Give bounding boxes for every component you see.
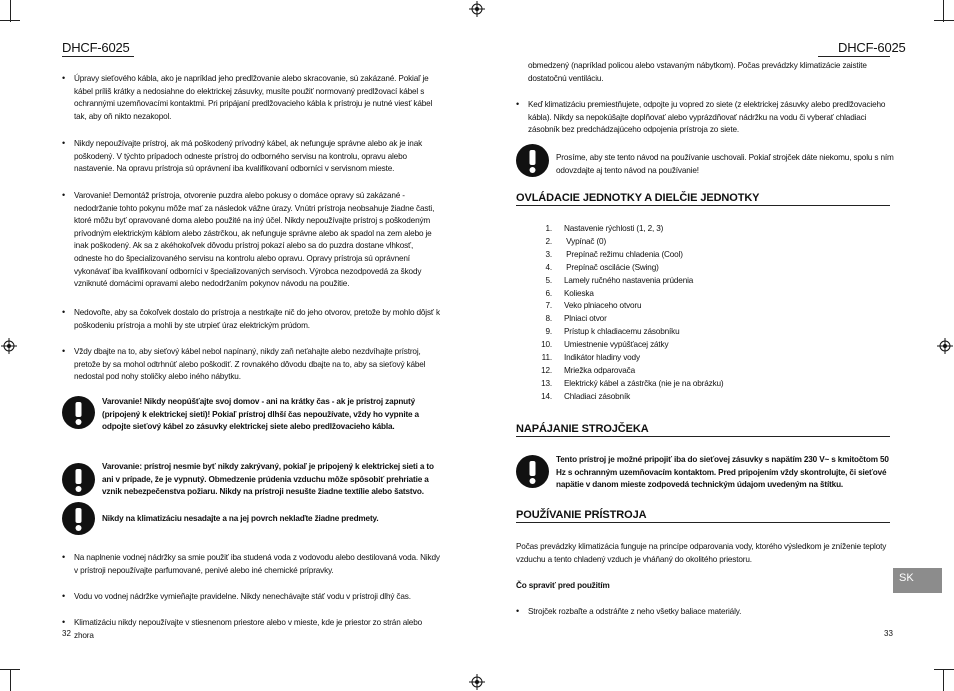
before-use-title: Čo spraviť pred použitím (516, 581, 610, 590)
bullet-text: Vodu vo vodnej nádržke vymieňajte pravidelne. Nikdy nenechávajte stáť vodu v prístroji dlhý čas. (74, 592, 411, 601)
parts-list-item (534, 326, 834, 339)
bullet-text: Strojček rozbaľte a odstráňte z neho všetky baliace materiály. (528, 607, 742, 616)
parts-list-item (534, 365, 834, 378)
parts-list-number: 13. (541, 378, 552, 388)
parts-list-item (534, 313, 834, 326)
page-number: 33 (884, 629, 893, 638)
parts-list-label: Kolieska (564, 288, 594, 298)
parts-list-number: 7. (545, 301, 552, 311)
parts-list-item (534, 249, 834, 262)
parts-list-label: Indikátor hladiny vody (564, 353, 640, 363)
registration-mark-icon (937, 338, 953, 354)
power-warning-text: Tento prístroj je možné pripojiť iba do sieťovej zásuvky s napätím 230 V~ s kmitočtom 50 Hz s ochranným uzemňovacím kontaktom. Pred pripojením vždy skontrolujte, či sieťové napätie v danom mieste zodpovedá technickým údajom uvedeným na štítku. (556, 455, 889, 490)
section-rule (516, 205, 890, 206)
warning-exclamation-icon (62, 396, 95, 429)
bullet-text: Nedovoľte, aby sa čokoľvek dostalo do prístroja a nestrkajte nič do jeho otvorov, pretože by mohlo dôjsť k poškodeniu prístroja a mohli by ste utrpieť úraz elektrickým prúdom. (74, 308, 440, 330)
crop-mark (0, 669, 20, 670)
parts-list-item (534, 288, 834, 301)
section-heading-use: POUŽÍVANIE PRÍSTROJA (516, 509, 647, 521)
use-text: Počas prevádzky klimatizácia funguje na princípe odparovania vody, ktorého výsledkom je zníženie teploty vzduchu a tento chladený vzduch je vháňaný do okolitého priestoru. (516, 542, 887, 564)
crop-mark (0, 20, 20, 21)
parts-list-number: 14. (541, 391, 552, 401)
warning-text: Varovanie! Nikdy neopúšťajte svoj domov - ani na krátky čas - ak je prístroj zapnutý (pripojený k elektrickej sieti)! Pokiaľ prístroj dlhší čas nepoužívate, vždy ho vypnite a odpojte sieťový kábel zo zásuvky elektrickej siete alebo predlžovacieho kábla. (102, 397, 419, 432)
registration-mark-icon (469, 674, 485, 690)
language-tab: SK (893, 568, 942, 593)
parts-list (534, 223, 834, 404)
model-label: DHCF-6025 (62, 40, 130, 55)
model-label: DHCF-6025 (838, 40, 906, 55)
parts-list-label: Plniaci otvor (564, 314, 607, 324)
parts-list-label: Mriežka odparovača (564, 365, 636, 375)
warning-exclamation-icon (62, 463, 95, 496)
parts-list-item (534, 352, 834, 365)
crop-mark (10, 0, 11, 22)
parts-list-number: 3. (545, 249, 552, 259)
section-rule (516, 436, 890, 437)
parts-list-item (534, 275, 834, 288)
registration-mark-icon (1, 338, 17, 354)
parts-list-item (534, 262, 834, 275)
bullet-dot: • (62, 617, 66, 627)
parts-list-item (534, 391, 834, 404)
crop-mark (943, 0, 944, 22)
parts-list-item (534, 236, 834, 249)
parts-list-label: Umiestnenie vypúšťacej zátky (564, 340, 669, 350)
crop-mark (934, 669, 954, 670)
bullet-dot: • (62, 138, 66, 148)
parts-list-number: 2. (545, 236, 552, 246)
parts-list-label: Lamely ručného nastavenia prúdenia (564, 275, 694, 285)
warning-text: Nikdy na klimatizáciu nesadajte a na jej povrch neklaďte žiadne predmety. (102, 514, 379, 523)
parts-list-number: 6. (545, 288, 552, 298)
warning-exclamation-icon (62, 502, 95, 535)
bullet-dot: • (516, 99, 520, 109)
bullet-text: Varovanie! Demontáž prístroja, otvorenie puzdra alebo pokusy o domáce opravy sú zakázané - nedodržanie tohto pokynu môže mať za následok vážne úrazy. Vnútri prístroja neobsahuje žiadne časti, ktoré môžu byť opravované doma alebo použité na iný účel. Nikdy nepoužívajte prístroj s poškodeným prívodným elektrickým káblom alebo zástrčkou, ak nefunguje správne alebo ak spadol na zem alebo je inak poškodený. Ak sa z akéhokoľvek dôvodu prístroj pokazí alebo sa do puzdra dostane vlhkosť, odneste ho do špecializovaného servisu na kontrolu alebo opravu. Opravy prístroja sú oprávnení vykonávať iba kvalifikovaní odborníci v špecializovaných servisoch. Výrobca nezodpovedá za škody vzniknuté domácimi opravami alebo nedodržaním pokynov návodu na použitie. (74, 191, 435, 289)
parts-list-label: Chladiaci zásobník (564, 391, 631, 401)
parts-list-number: 1. (545, 224, 552, 233)
parts-list-label: Prepínač oscilácie (Swing) (564, 262, 659, 272)
bullet-dot: • (62, 552, 66, 562)
page-number: 32 (62, 629, 71, 638)
parts-list-label: Nastavenie rýchlosti (1, 2, 3) (564, 224, 664, 233)
crop-mark (943, 669, 944, 691)
registration-mark-icon (469, 1, 485, 17)
header-rule (818, 56, 890, 57)
warning-exclamation-icon (516, 144, 549, 177)
bullet-dot: • (62, 346, 66, 356)
bullet-text: Nikdy nepoužívajte prístroj, ak má poškodený prívodný kábel, ak nefunguje správne alebo ak je inak poškodený. V týchto prípadoch odneste prístroj do odborného servisu na kontrolu, opravu alebo nastavenie. Na opravu prístroja sú oprávnení iba kvalifikovaní odborníci v servisnom mieste. (74, 139, 423, 174)
crop-mark (934, 20, 954, 21)
warning-exclamation-icon (516, 455, 549, 488)
header-rule (62, 56, 134, 57)
parts-list-item (534, 300, 834, 313)
section-rule (516, 522, 890, 523)
parts-list-number: 12. (541, 365, 552, 375)
bullet-dot: • (516, 606, 520, 616)
bullet-text: Klimatizáciu nikdy nepoužívajte v stiesnenom priestore alebo v mieste, kde je priestor zo strán alebo zhora (74, 618, 423, 640)
parts-list-label: Veko plniaceho otvoru (564, 301, 642, 311)
bullet-text: Úpravy sieťového kábla, ako je napríklad jeho predlžovanie alebo skracovanie, sú zakázané. Pokiaľ je kábel príliš krátky a nedosiahne do elektrickej zásuvky, musíte použiť normovaný predlžovací kábel s ochrannými uzemňovacími kontaktmi. Pri pripájaní predlžovacieho kábla k prístroju je nutné viesť kábel tak, aby oň nikto nezakopol. (74, 74, 433, 121)
parts-list-label: Prístup k chladiacemu zásobníku (564, 327, 680, 337)
parts-list-number: 4. (545, 262, 552, 272)
bullet-text: Na naplnenie vodnej nádržky sa smie použiť iba studená voda z vodovodu alebo destilovaná voda. Nikdy v prístroji nepoužívajte parfumované, penivé alebo iné chemické prípravky. (74, 553, 440, 575)
parts-list-number: 10. (541, 340, 552, 350)
bullet-text: Vždy dbajte na to, aby sieťový kábel nebol napínaný, nikdy zaň neťahajte alebo nezdvíhajte prístroj, pretože by sa mohol odtrhnúť alebo poškodiť. Z rovnakého dôvodu dbajte na to, aby sa sieťový kábel nedostal pod nohy stoličky alebo iného nábytku. (74, 347, 426, 382)
bullet-dot: • (62, 307, 66, 317)
keep-manual-note: Prosíme, aby ste tento návod na používanie uschovali. Pokiaľ strojček dáte niekomu, spolu s ním odovzdajte aj tento návod na používanie! (556, 153, 894, 175)
parts-list-item (534, 339, 834, 352)
bullet-text: Keď klimatizáciu premiestňujete, odpojte ju vopred zo siete (z elektrickej zásuvky alebo predlžovacieho kábla). Nikdy sa nepokúšajte doplňovať alebo vyprázdňovať nádržku na vodu či vyberať chladiaci zásobník bez predchádzajúceho odpojenia prístroja zo siete. (528, 100, 886, 135)
parts-list-number: 5. (545, 275, 552, 285)
bullet-dot: • (62, 190, 66, 200)
parts-list-label: Elektrický kábel a zástrčka (nie je na obrázku) (564, 378, 724, 388)
parts-list-number: 9. (545, 327, 552, 337)
crop-mark (10, 669, 11, 691)
parts-list-number: 8. (545, 314, 552, 324)
continued-text: obmedzený (napríklad policou alebo vstavaným nábytkom). Počas prevádzky klimatizácie zaistite dostatočnú ventiláciu. (528, 61, 867, 83)
parts-list-number: 11. (541, 353, 552, 363)
bullet-dot: • (62, 591, 66, 601)
section-heading-power: NAPÁJANIE STROJČEKA (516, 423, 649, 435)
section-heading-controls: OVLÁDACIE JEDNOTKY A DIELČIE JEDNOTKY (516, 192, 760, 204)
parts-list-item (534, 223, 834, 236)
parts-list-item (534, 378, 834, 391)
parts-list-label: Vypínač (0) (564, 236, 607, 246)
bullet-dot: • (62, 73, 66, 83)
warning-text: Varovanie: prístroj nesmie byť nikdy zakrývaný, pokiaľ je pripojený k elektrickej sieti a to ani v prípade, že je vypnutý. Obmedzenie prúdenia vzduchu môže spôsobiť prehriatie a vznik nebezpečenstva požiaru. Nikdy na prístroji nesušte žiadne textílie alebo šatstvo. (102, 462, 434, 497)
parts-list-label: Prepínač režimu chladenia (Cool) (564, 249, 683, 259)
